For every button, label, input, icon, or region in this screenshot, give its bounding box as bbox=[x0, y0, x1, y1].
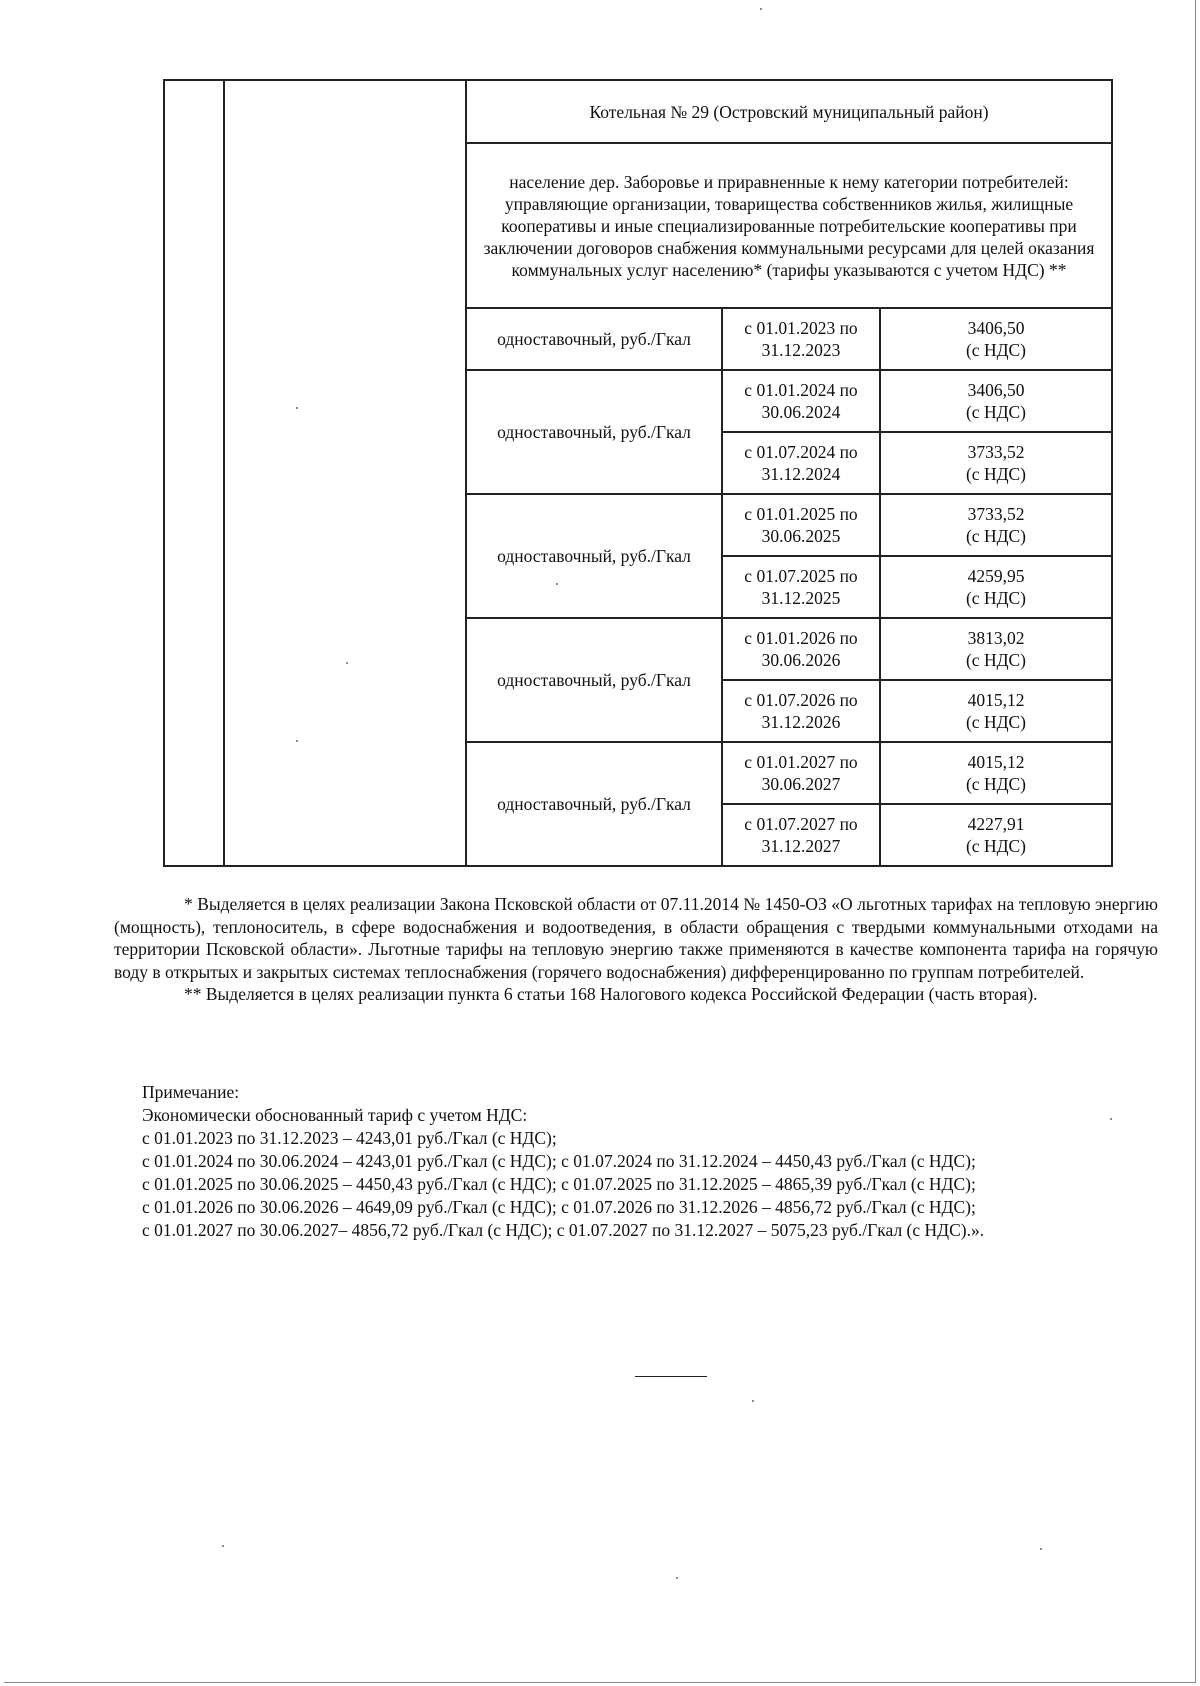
period-value-cell bbox=[880, 556, 1112, 618]
period-dates: с 01.01.2024 по 30.06.2024 bbox=[722, 370, 880, 432]
tariff-table bbox=[163, 79, 1113, 867]
scan-speck bbox=[556, 583, 558, 585]
note-line: с 01.01.2027 по 30.06.2027– 4856,72 руб./Гкал (с НДС); с 01.07.2027 по 31.12.2027 – 5075,23 руб./Гкал (с НДС).». bbox=[142, 1220, 985, 1240]
note-line: с 01.01.2023 по 31.12.2023 – 4243,01 руб./Гкал (с НДС); bbox=[142, 1128, 557, 1148]
rate-type: одноставочный, руб./Гкал bbox=[497, 670, 691, 690]
rate-type: одноставочный, руб./Гкал bbox=[497, 546, 691, 566]
tariff-value: 4227,91 bbox=[967, 814, 1025, 834]
vat-note: (с НДС) bbox=[965, 526, 1027, 546]
scan-speck bbox=[1040, 1548, 1042, 1550]
rate-type-cell bbox=[466, 370, 722, 494]
note-subtitle: Экономически обоснованный тариф с учетом НДС: bbox=[142, 1105, 528, 1125]
rate-type: одноставочный, руб./Гкал bbox=[497, 422, 691, 442]
period-dates: с 01.01.2026 по 30.06.2026 bbox=[722, 618, 880, 680]
period-dates: с 01.07.2025 по 31.12.2025 bbox=[722, 556, 880, 618]
period-value-cell bbox=[880, 680, 1112, 742]
tariff-value: 3733,52 bbox=[967, 442, 1025, 462]
rate-type-cell bbox=[466, 742, 722, 866]
rate-type-cell bbox=[466, 308, 722, 370]
scan-speck bbox=[1110, 1118, 1112, 1120]
period-value-cell bbox=[880, 804, 1112, 866]
vat-note: (с НДС) bbox=[965, 588, 1027, 608]
period-dates: с 01.07.2026 по 31.12.2026 bbox=[722, 680, 880, 742]
period-dates: с 01.01.2027 по 30.06.2027 bbox=[722, 742, 880, 804]
period-value-cell bbox=[880, 742, 1112, 804]
vat-note: (с НДС) bbox=[965, 650, 1027, 670]
table-blank-col-1 bbox=[164, 80, 224, 866]
scan-speck bbox=[760, 8, 762, 10]
tariff-value: 3406,50 bbox=[967, 380, 1025, 400]
note-line: с 01.01.2026 по 30.06.2026 – 4649,09 руб./Гкал (с НДС); с 01.07.2026 по 31.12.2026 – 4856,72 руб./Гкал (с НДС); bbox=[142, 1197, 976, 1217]
table-blank-col-2 bbox=[224, 80, 466, 866]
consumer-group: население дер. Заборовье и приравненные к нему категории потребителей: управляющие организации, товарищества собственников жилья, жилищные кооперативы и иные специализированные потребительские кооперативы при заключении договоров снабжения коммунальными ресурсами для целей оказания коммунальных услуг населению* (тарифы указываются с учетом НДС) ** bbox=[466, 143, 1112, 308]
period-value-cell bbox=[880, 618, 1112, 680]
vat-note: (с НДС) bbox=[965, 836, 1027, 856]
scan-speck bbox=[296, 740, 298, 742]
tariff-value: 4015,12 bbox=[967, 690, 1025, 710]
vat-note: (с НДС) bbox=[965, 774, 1027, 794]
note-section bbox=[114, 1081, 1158, 1242]
note-title: Примечание: bbox=[142, 1082, 240, 1102]
period-dates: с 01.01.2023 по 31.12.2023 bbox=[722, 308, 880, 370]
scan-speck bbox=[676, 1577, 678, 1579]
footnote-star-2: ** Выделяется в целях реализации пункта 6 статьи 168 Налогового кодекса Российской Федерации (часть вторая). bbox=[184, 984, 1038, 1004]
period-dates: с 01.07.2027 по 31.12.2027 bbox=[722, 804, 880, 866]
boiler-header: Котельная № 29 (Островский муниципальный район) bbox=[466, 80, 1112, 143]
vat-note: (с НДС) bbox=[965, 464, 1027, 484]
rate-type: одноставочный, руб./Гкал bbox=[497, 329, 691, 349]
tariff-value: 4259,95 bbox=[967, 566, 1025, 586]
period-dates: с 01.07.2024 по 31.12.2024 bbox=[722, 432, 880, 494]
tariff-value: 3813,02 bbox=[967, 628, 1025, 648]
tariff-value: 4015,12 bbox=[967, 752, 1025, 772]
footnotes bbox=[114, 893, 1158, 1006]
scan-speck bbox=[296, 407, 298, 409]
period-value-cell bbox=[880, 494, 1112, 556]
scan-speck bbox=[222, 1545, 224, 1547]
end-rule bbox=[635, 1376, 707, 1377]
vat-note: (с НДС) bbox=[965, 712, 1027, 732]
note-line: с 01.01.2025 по 30.06.2025 – 4450,43 руб./Гкал (с НДС); с 01.07.2025 по 31.12.2025 – 4865,39 руб./Гкал (с НДС); bbox=[142, 1174, 976, 1194]
vat-note: (с НДС) bbox=[965, 340, 1027, 360]
rate-type: одноставочный, руб./Гкал bbox=[497, 794, 691, 814]
note-line: с 01.01.2024 по 30.06.2024 – 4243,01 руб./Гкал (с НДС); с 01.07.2024 по 31.12.2024 – 4450,43 руб./Гкал (с НДС); bbox=[142, 1151, 976, 1171]
scan-speck bbox=[752, 1400, 754, 1402]
tariff-value: 3406,50 bbox=[967, 318, 1025, 338]
scan-speck bbox=[346, 662, 348, 664]
tariff-value: 3733,52 bbox=[967, 504, 1025, 524]
period-value-cell bbox=[880, 370, 1112, 432]
rate-type-cell bbox=[466, 618, 722, 742]
period-dates: с 01.01.2025 по 30.06.2025 bbox=[722, 494, 880, 556]
period-value-cell bbox=[880, 308, 1112, 370]
footnote-star-1: * Выделяется в целях реализации Закона Псковской области от 07.11.2014 № 1450-ОЗ «О льготных тарифах на тепловую энергию (мощность), теплоноситель, в сфере водоснабжения и водоотведения, в области обращения с твердыми коммунальными отходами на территории Псковской области». Льготные тарифы на тепловую энергию также применяются в качестве компонента тарифа на горячую воду в открытых и закрытых системах теплоснабжения (горячего водоснабжения) дифференцированно по группам потребителей. bbox=[114, 894, 1158, 982]
vat-note: (с НДС) bbox=[965, 402, 1027, 422]
rate-type-cell bbox=[466, 494, 722, 618]
period-value-cell bbox=[880, 432, 1112, 494]
